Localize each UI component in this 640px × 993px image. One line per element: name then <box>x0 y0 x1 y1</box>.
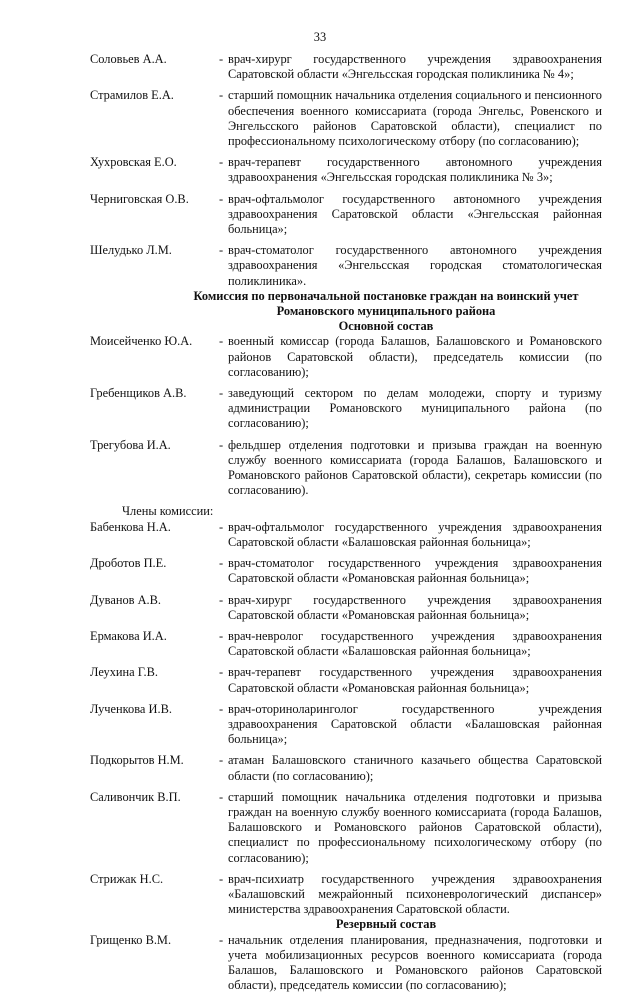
person-entry <box>90 334 602 380</box>
person-name: Подкорытов Н.М. <box>90 753 184 768</box>
entries-block-1 <box>90 52 602 289</box>
page-number: 33 <box>313 30 327 44</box>
person-entry <box>90 629 602 659</box>
entries-block-2 <box>90 334 602 498</box>
person-description: - врач-невролог государственного учреждения здравоохранения Саратовской области «Балашовская районная больница»; <box>216 629 602 659</box>
person-name: Дроботов П.Е. <box>90 556 167 571</box>
person-entry <box>90 243 602 289</box>
person-entry <box>90 790 602 866</box>
commission-subheading: Романовского муниципального района <box>276 304 496 319</box>
person-entry <box>90 520 602 550</box>
person-entry <box>90 386 602 432</box>
person-description: - военный комиссар (города Балашов, Балашовского и Романовского районов Саратовской области), председатель комиссии (по согласованию); <box>216 334 602 380</box>
person-name: Страмилов Е.А. <box>90 88 174 103</box>
person-description: - врач-оториноларинголог государственного учреждения здравоохранения Саратовской области «Балашовская районная больница»; <box>216 702 602 748</box>
person-description: - врач-хирург государственного учреждения здравоохранения Саратовской области «Романовская районная больница»; <box>216 593 602 623</box>
person-description: - врач-хирург государственного учреждения здравоохранения Саратовской области «Энгельсская городская поликлиника № 4»; <box>216 52 602 82</box>
person-entry <box>90 702 602 748</box>
person-entry <box>90 556 602 586</box>
person-entry <box>90 593 602 623</box>
person-entry <box>90 753 602 783</box>
person-name: Ермакова И.А. <box>90 628 167 643</box>
person-description: - фельдшер отделения подготовки и призыва граждан на военную службу военного комиссариата (города Балашов, Балашовского и Романовского районов Саратовской области), секретарь комиссии (по согласованию). <box>216 438 602 499</box>
person-entry <box>90 52 602 82</box>
person-entry <box>90 155 602 185</box>
person-description: - атаман Балашовского станичного казачьего общества Саратовской области (по согласованию); <box>216 753 602 783</box>
person-name: Соловьев А.А. <box>90 52 167 66</box>
person-description: - врач-офтальмолог государственного учреждения здравоохранения Саратовской области «Балашовская районная больница»; <box>216 520 602 550</box>
person-description: - заведующий сектором по делам молодежи, спорту и туризму администрации Романовского муниципального района (по согласованию); <box>216 386 602 432</box>
person-description: - врач-терапевт государственного автономного учреждения здравоохранения «Энгельсская городская поликлиника № 3»; <box>216 155 602 185</box>
commission-heading: Комиссия по первоначальной постановке граждан на воинский учет <box>193 288 579 303</box>
reserve-composition-heading: Резервный состав <box>335 917 437 932</box>
person-description: - врач-терапевт государственного учреждения здравоохранения Саратовской области «Романовская районная больница»; <box>216 665 602 695</box>
person-entry <box>90 665 602 695</box>
person-entry <box>90 438 602 499</box>
person-name: Черниговская О.В. <box>90 191 189 206</box>
person-entry <box>90 192 602 238</box>
person-description: - врач-стоматолог государственного автономного учреждения здравоохранения «Энгельсская городская стоматологическая поликлиника». <box>216 243 602 289</box>
person-entry <box>90 933 602 993</box>
person-entry <box>90 872 602 918</box>
person-description: - врач-психиатр государственного учреждения здравоохранения «Балашовский межрайонный психоневрологический диспансер» министерства здравоохранения Саратовской области. <box>216 872 602 918</box>
entries-block-3 <box>90 520 602 918</box>
person-entry <box>90 88 602 149</box>
members-label: Члены комиссии: <box>122 504 214 519</box>
person-description: - врач-офтальмолог государственного автономного учреждения здравоохранения Саратовской области «Энгельсская районная больница»; <box>216 192 602 238</box>
person-name: Трегубова И.А. <box>90 437 171 452</box>
person-name: Гребенщиков А.В. <box>90 386 187 401</box>
person-name: Стрижак Н.С. <box>90 871 164 886</box>
person-description: - начальник отделения планирования, предназначения, подготовки и учета мобилизационных ресурсов военного комиссариата (города Балашов, Балашовского и Романовского районов Саратовской области), председатель комиссии (по согласованию); <box>216 933 602 993</box>
document-content <box>90 52 602 993</box>
person-description: - старший помощник начальника отделения социального и пенсионного обеспечения военного комиссариата (города Энгельс, Ровенского и Энгельсского районов Саратовской области), специалист по профессиональному психологическому отбору (по согласованию); <box>216 88 602 149</box>
person-name: Леухина Г.В. <box>90 665 158 680</box>
person-name: Моисейченко Ю.А. <box>90 334 193 349</box>
main-composition-heading: Основной состав <box>338 319 434 334</box>
person-name: Шелудько Л.М. <box>90 243 172 258</box>
person-description: - старший помощник начальника отделения подготовки и призыва граждан на военную службу военного комиссариата (города Балашов, Балашовского и Романовского районов Саратовской области), специалист по профессиональному психологическому отбору (по согласованию); <box>216 790 602 866</box>
person-name: Бабенкова Н.А. <box>90 519 171 534</box>
person-description: - врач-стоматолог государственного учреждения здравоохранения Саратовской области «Романовская районная больница»; <box>216 556 602 586</box>
person-name: Дуванов А.В. <box>90 592 162 607</box>
person-name: Саливончик В.П. <box>90 789 181 804</box>
person-name: Лученкова И.В. <box>90 701 172 716</box>
person-name: Хухровская Е.О. <box>90 155 177 170</box>
entries-block-4 <box>90 933 602 993</box>
person-name: Грищенко В.М. <box>90 932 172 947</box>
